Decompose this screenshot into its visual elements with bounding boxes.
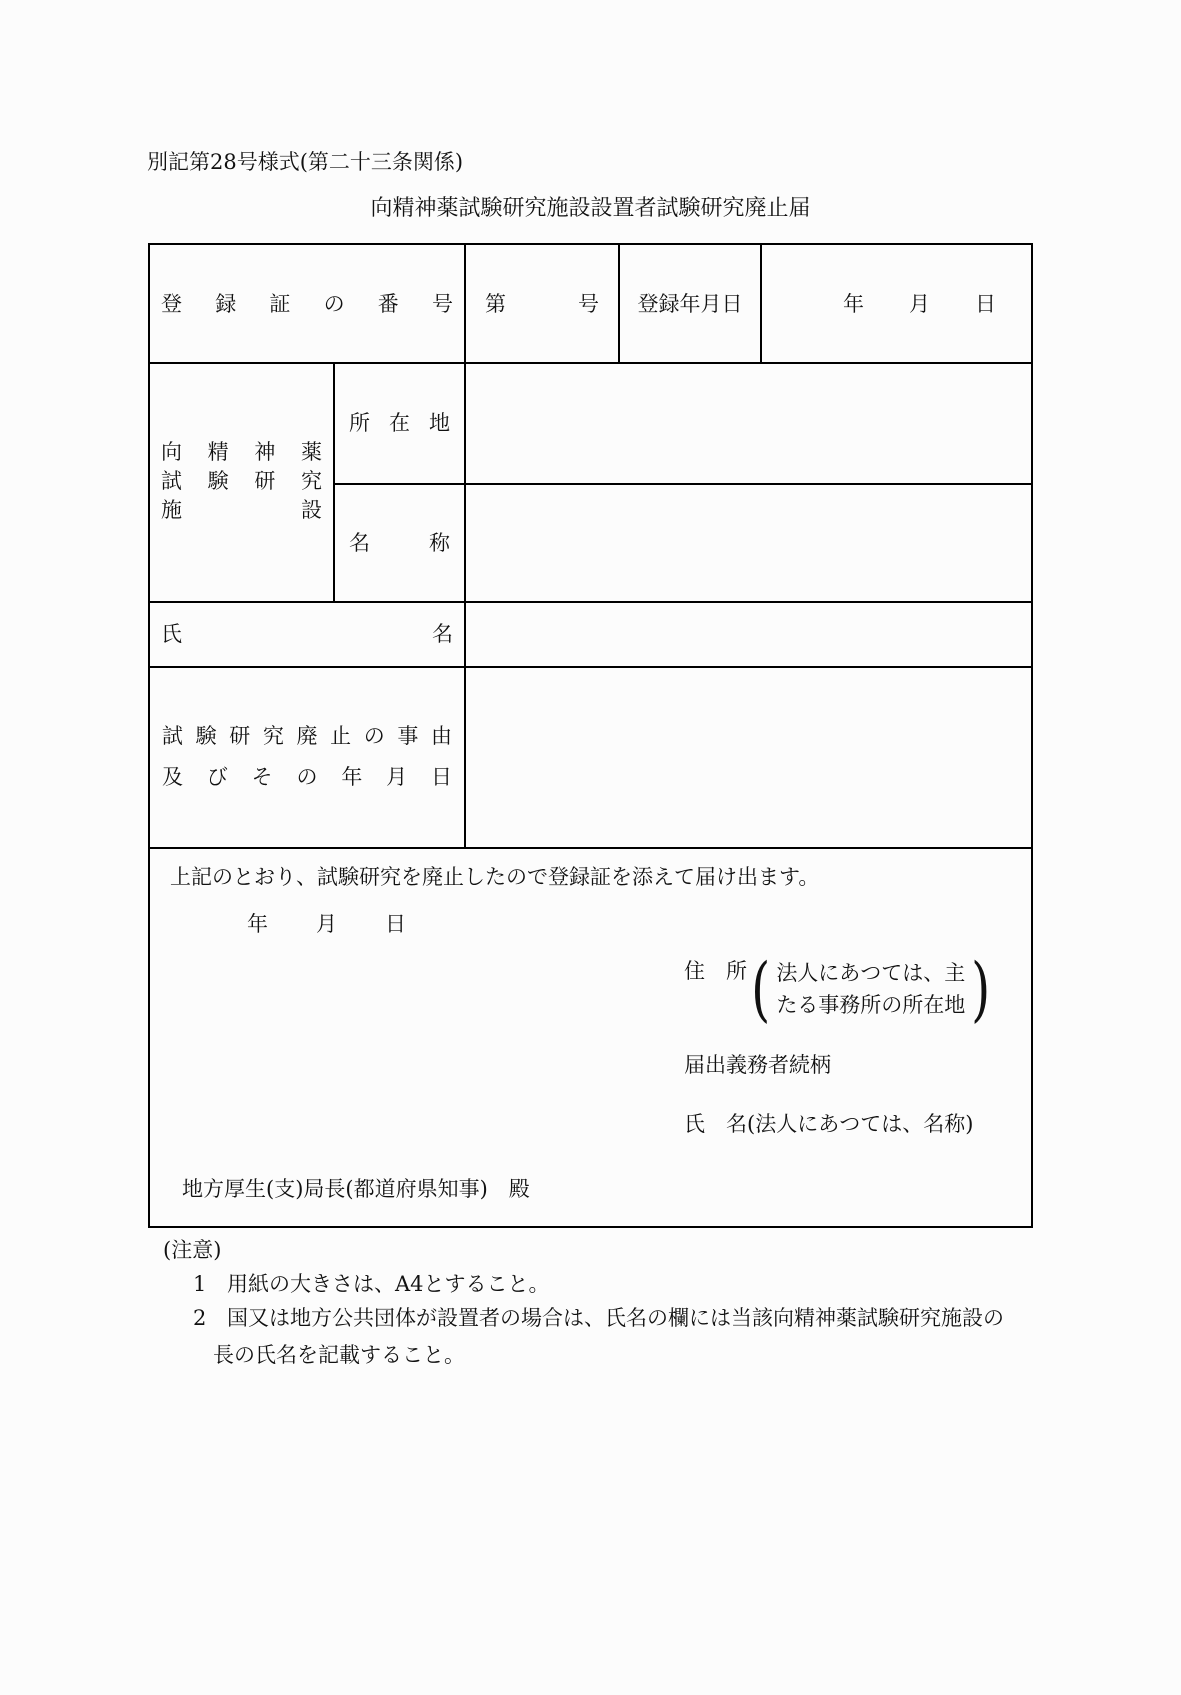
month-label: 月 bbox=[909, 291, 930, 316]
address-note-line1: 法人にあつては、主 bbox=[776, 961, 966, 985]
facility-label-cell bbox=[150, 362, 333, 601]
form-title: 向精神薬試験研究施設設置者試験研究廃止届 bbox=[370, 196, 811, 221]
statement-date-line bbox=[247, 912, 406, 936]
note-item-1 bbox=[193, 1272, 550, 1296]
note-2-text-line2: 長の氏名を記載すること。 bbox=[213, 1343, 465, 1367]
facility-name-field bbox=[466, 485, 1031, 601]
statement-day-label: 日 bbox=[385, 912, 406, 936]
discontinuation-reason-label-cell bbox=[150, 666, 464, 847]
facility-label-line3: 施設 bbox=[161, 498, 322, 522]
note-1-text: 用紙の大きさは、A4とすること。 bbox=[227, 1272, 550, 1296]
form-table bbox=[148, 243, 1033, 1228]
facility-label-line2: 試験研究 bbox=[161, 469, 322, 493]
discontinuation-reason-field bbox=[466, 666, 1031, 847]
statement-cell bbox=[150, 849, 1031, 1226]
statement-year-label: 年 bbox=[247, 912, 268, 936]
address-label: 住 所 bbox=[684, 959, 747, 983]
address-line bbox=[684, 948, 995, 1030]
bracket-open: ( bbox=[751, 948, 771, 1030]
reason-label-line2: 及びその年月日 bbox=[162, 764, 452, 789]
form-number-text: 別記第28号様式(第二十三条関係) bbox=[147, 150, 464, 174]
registration-date-label: 登録年月日 bbox=[637, 291, 743, 316]
declarant-name-label: 氏 名(法人にあつては、名称) bbox=[684, 1112, 974, 1136]
statement-text: 上記のとおり、試験研究を廃止したので登録証を添えて届け出ます。 bbox=[170, 865, 820, 889]
number-suffix: 号 bbox=[578, 291, 599, 316]
number-prefix: 第 bbox=[485, 291, 506, 316]
facility-label-line1: 向精神薬 bbox=[161, 440, 322, 464]
owner-name-label-cell bbox=[150, 601, 464, 666]
statement-month-label: 月 bbox=[316, 912, 337, 936]
address-corporate-note bbox=[776, 957, 965, 1021]
notes-header: (注意) bbox=[163, 1238, 222, 1262]
facility-name-label-cell bbox=[335, 485, 464, 601]
reason-label-line1: 試験研究廃止の事由 bbox=[162, 723, 452, 748]
note-item-2 bbox=[193, 1306, 1004, 1330]
year-label: 年 bbox=[843, 291, 864, 316]
registration-date-label-cell bbox=[620, 245, 760, 362]
registration-number-field bbox=[466, 245, 618, 362]
note-2-number: 2 bbox=[193, 1306, 207, 1330]
relation-label: 届出義務者続柄 bbox=[684, 1053, 831, 1077]
facility-name-label: 名称 bbox=[349, 531, 450, 555]
addressee-line: 地方厚生(支)局長(都道府県知事) 殿 bbox=[182, 1177, 530, 1201]
address-note-line2: たる事務所の所在地 bbox=[776, 993, 966, 1017]
owner-name-field bbox=[466, 601, 1031, 666]
registration-number-label: 登録証の番号 bbox=[161, 291, 453, 316]
registration-number-label-cell bbox=[150, 245, 464, 362]
owner-name-label: 氏名 bbox=[161, 621, 453, 646]
registration-date-field bbox=[762, 245, 1031, 362]
bracket-close: ) bbox=[971, 948, 991, 1030]
note-2-text-line1: 国又は地方公共団体が設置者の場合は、氏名の欄には当該向精神薬試験研究施設の bbox=[227, 1306, 1004, 1330]
note-1-number: 1 bbox=[193, 1272, 207, 1296]
facility-address-field bbox=[466, 362, 1031, 483]
facility-address-label: 所在地 bbox=[349, 410, 450, 435]
day-label: 日 bbox=[975, 291, 996, 316]
facility-address-label-cell bbox=[335, 362, 464, 483]
